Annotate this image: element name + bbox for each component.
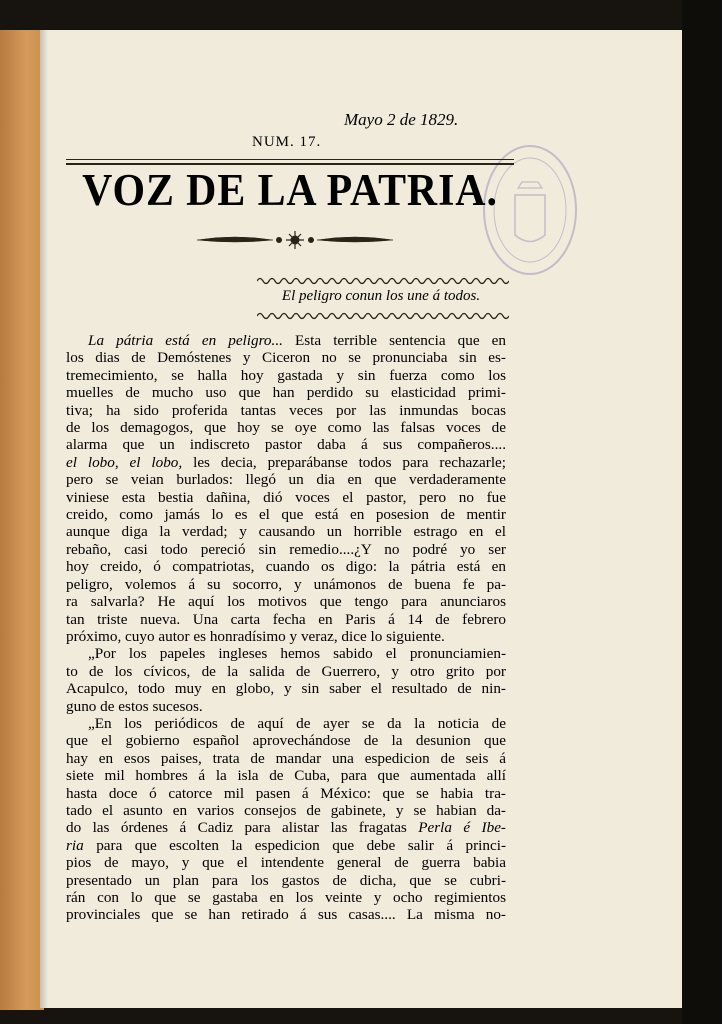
article-line: tan triste nueva. Una carta fecha en Paris á 14 de febrero (66, 610, 506, 628)
epigraph: El peligro conun los une á todos. (281, 288, 481, 304)
book-edge (0, 30, 44, 1010)
article-line: rebaño, casi todo pereció sin remedio....¿Y no podré yo ser (66, 540, 506, 558)
article-line: próximo, cuyo autor es honradísimo y veraz, dice lo siguiente. (66, 627, 445, 645)
article-line: alarma que un indiscreto pastor daba á sus compañeros.... (66, 436, 506, 454)
scan-background (682, 0, 722, 1024)
wave-rule-top (257, 276, 509, 286)
article-line: rán con lo que se gastaba en los veinte y ocho regimientos (66, 889, 506, 906)
article-line: provinciales que se han retirado á sus casas.... La misma no- (66, 906, 506, 924)
article-line: tiva; ha sido proferida tantas veces por las inmundas bocas (66, 401, 506, 419)
article-line: presentado un plan para los gastos de dicha, que se cubri- (66, 871, 506, 889)
page-gutter-shadow (40, 30, 48, 1008)
article-line: peligro, volemos á su socorro, y unámonos de buena fe pa- (66, 575, 506, 593)
article-line: los dias de Demóstenes y Ciceron no se pronunciaba sin es- (66, 349, 506, 367)
article-line: pero se veian burlados: llegó un dia en que verdaderamente (66, 471, 506, 489)
article-body (66, 332, 506, 924)
article-line: hoy creido, ó compatriotas, cuando os digo: la pátria está en (66, 558, 506, 576)
article-line: tado el asunto en varios consejos de gabinete, y se habian da- (66, 801, 506, 819)
article-line: muelles de mucho uso que han perdido su elasticidad primi- (66, 384, 506, 402)
article-line: siete mil hombres á la isla de Cuba, para que aumentada allí (66, 767, 506, 785)
article-line: do las órdenes á Cadiz para alistar las fragatas Perla é Ibe- (66, 819, 506, 837)
article-line: guno de estos sucesos. (66, 697, 203, 715)
article-line: el lobo, el lobo, les decia, preparábanse todos para rechazarle; (66, 453, 506, 471)
article-line: pios de mayo, y que el intendente general de guerra babia (66, 854, 506, 872)
article-line: tremecimiento, se halla hoy gastada y sin fuerza como los (66, 366, 506, 384)
article-line: de los demagogos, que hoy se oye como las falsas voces de (66, 419, 506, 437)
article-line: ria para que escolten la espedicion que debe salir á princi- (66, 836, 506, 854)
article-line: que el gobierno español aprovechándose de la desunion que (66, 732, 506, 750)
article-line: La pátria está en peligro... Esta terrible sentencia que en (88, 332, 506, 349)
article-line: aunque diga la verdad; y causando un horrible estrago en el (66, 523, 506, 541)
article-line: hasta doce ó catorce mil pasen á México: que se habia tra- (66, 784, 506, 802)
article-line: viniese esta bestia dañina, dió voces el pastor, pero no fue (66, 488, 506, 506)
article-line: ra salvarla? He aquí los motivos que tengo para anunciaros (66, 593, 506, 611)
article-line: hay en esos paises, trata de mandar una espedicion de seis á (66, 749, 506, 767)
article-line: to de los cívicos, de la salida de Guerrero, y otro grito por (66, 662, 506, 680)
newspaper-title: VOZ DE LA PATRIA. (82, 165, 498, 215)
article-line: creido, como jamás lo es el que está en posesion de mentir (66, 506, 506, 524)
wave-rule-bottom (257, 311, 509, 321)
article-line: „Por los papeles ingleses hemos sabido el pronunciamien- (88, 645, 506, 663)
masthead-rule-thin (66, 159, 514, 160)
issue-number: NUM. 17. (252, 134, 322, 150)
decorative-ornament-icon (195, 230, 395, 250)
article-line: „En los periódicos de aquí de ayer se da la noticia de (88, 714, 506, 732)
article-line: Acapulco, todo muy en globo, y sin saber el resultado de nin- (66, 680, 506, 698)
issue-date: Mayo 2 de 1829. (344, 110, 459, 129)
